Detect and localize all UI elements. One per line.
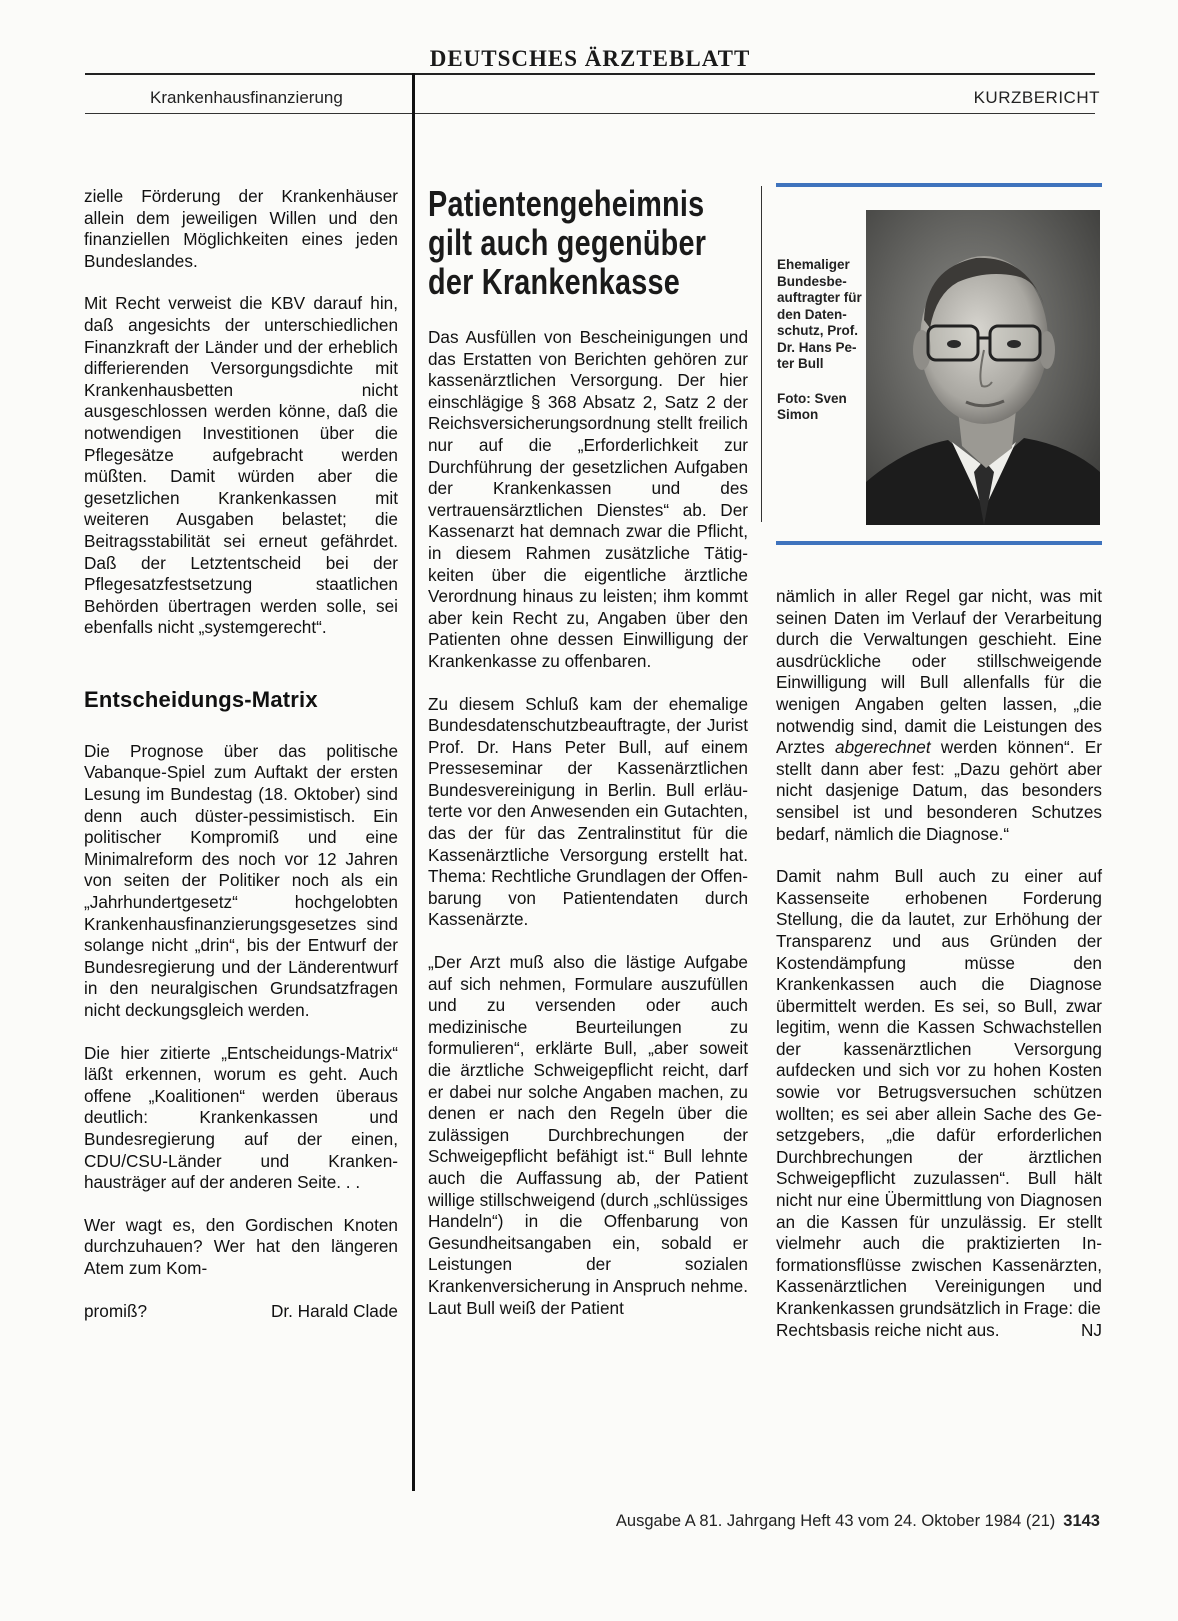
section-label-left: Krankenhausfinanzierung xyxy=(150,88,343,107)
paragraph xyxy=(776,586,1102,845)
italic-text: abgerechnet xyxy=(835,737,931,758)
masthead: DEUTSCHES ÄRZTEBLATT xyxy=(429,46,751,71)
paragraph: zielle Förderung der Krankenhäuser allein dem jeweiligen Willen und den finanziellen Möglichkeiten eines jeden Bundeslandes. xyxy=(84,186,398,271)
signature-line xyxy=(84,1301,398,1323)
page-footer xyxy=(616,1512,1100,1531)
paragraph: Das Ausfüllen von Bescheinigungen und das Erstatten von Berichten gehören zur kassenärztlichen Versorgung. Der hier einschlägige § 368 Absatz 2, Satz 2 der Reichsversicherungsordnung stellt freilich nur auf die „Erforderlichkeit zur Durchführung der gesetzlichen Aufgaben der Krankenkassen und des vertrauensärztlichen Dienstes“ ab. Der Kassenarzt hat demnach zwar die Pflicht, in diesem Rahmen zusätzliche Tätigkeiten über die eigentliche ärztliche Verordnung hinaus zu leisten; ihm kommt aber kein Recht zu, Angaben über den Patienten ohne dessen Einwilligung der Krankenkasse zu offenbaren. xyxy=(428,327,748,671)
article-headline: Patientengeheimnis gilt auch gegenüber der Krankenkasse xyxy=(428,183,707,302)
masthead-rule xyxy=(85,73,1095,75)
portrait-photo xyxy=(866,210,1100,525)
text-run: nämlich in aller Regel gar nicht, was mit seinen Daten im Verlauf der Verarbeitung durch die Verwaltungen geschieht. Eine ausdrückliche oder stillschweigende Einwilligung will Bull allenfalls für die wenigen Angaben gelten lassen, „die notwendig sind, damit die Leistungen des Arztes xyxy=(776,586,1102,758)
column-right xyxy=(776,586,1102,1341)
column-divider xyxy=(412,73,415,1491)
author-initials: NJ xyxy=(1080,1319,1102,1340)
article-body xyxy=(428,327,748,1319)
paragraph: Die Prognose über das politische Vabanque-Spiel zum Auftakt der ersten Lesung im Bundestag (18. Oktober) sind denn auch düster-pessimistisch. Ein politischer Kompromiß und eine Minimalreform des noch vor 12 Jahren von seiten der Politiker noch als ein „Jahrhundertgesetz“ hochgelobten Krankenhausfinanzierungsgesetzes sind solange nicht „drin“, bis der Entwurf der Bundesregierung und der Länderentwurf in den neuralgischen Grundsatzfragen nicht deckungsgleich werden. xyxy=(84,740,398,1020)
photo-caption xyxy=(777,257,869,424)
paragraph: Damit nahm Bull auch zu einer auf Kassenseite erhobenen Forderung Stellung, die da lautet, zur Erhöhung der Transparenz und aus Gründen der Kostendämpfung müsse den Krankenkassen auch die Diagnose übermittelt werden. Es sei, so Bull, zwar legitim, wenn die Kassen Schwachstellen der kassenärztlichen Versorgung aufdecken und sich vor zu hohen Kosten sowie vor Betrugsversuchen schützen wollten; es sei aber allein Sache des Gesetzgebers, „die dafür erforderlichen Durchbrechungen der ärztlichen Schweigepflicht zuzulassen“. Bull hält nicht nur eine Übermittlung von Diagnosen an die Kassen für unzulässig. Er stellt vielmehr auch die praktizierten Informationsflüsse zwischen Kassenärzten, Kassenärztlichen Vereinigungen und Krankenkassen grundsätzlich in Frage: die xyxy=(776,866,1102,1318)
text-run: werden können“. Er stellt dann aber fest: „Dazu gehört aber nicht dasjenige Datum, das besonders sensibel ist und besonderen Schutzes bedarf, nämlich die Diagnose.“ xyxy=(776,737,1102,844)
paragraph: Die hier zitierte „Entscheidungs-Matrix“ läßt erkennen, worum es geht. Auch offene „Koalitionen“ werden überaus deutlich: Krankenkassen und Bundesregierung auf der einen, CDU/CSU-Länder und Krankenhausträger auf der anderen Seite. . . xyxy=(84,1042,398,1193)
paragraph: „Der Arzt muß also die lästige Aufgabe auf sich nehmen, Formulare auszufüllen und zu versenden oder auch medizinische Beurteilungen zu formulieren“, erklärte Bull, „aber soweit die ärztliche Schweigepflicht reicht, darf er dabei nur solche Angaben machen, zu denen er nach den Regeln über die zulässigen Durchbrechungen der Schweigepflicht befähigt ist.“ Bull lehnte auch die Auffassung ab, der Patient willige stillschweigend (durch „schlüssiges Handeln“) in die Offenbarung von Gesundheitsangaben ein, sobald er Leistungen der sozialen Krankenversicherung in Anspruch nehme. Laut Bull weiß der Patient xyxy=(428,952,749,1318)
signature-line xyxy=(776,1320,1102,1342)
paragraph: Mit Recht verweist die KBV darauf hin, daß angesichts der unterschiedlichen Finanzkraft der Länder und der erheblich differierenden Versorgungsdichte mit Krankenhausbetten nicht ausgeschlossen werden könne, daß die notwendigen Investitionen über die Pflegesätze aufgebracht werden müßten. Damit würden aber die gesetzlichen Krankenkassen mit weiteren Ausgaben belastet; die Beitragsstabilität sei erneut gefährdet. Daß der Letztentscheid bei der Pflegesatzfestsetzung staatlichen Behörden übertragen werden solle, sei ebenfalls nicht „systemgerecht“. xyxy=(84,293,398,638)
paragraph: Wer wagt es, den Gordischen Knoten durchzuhauen? Wer hat den längeren Atem zum Kom- xyxy=(84,1214,398,1278)
photo-rule-bottom xyxy=(776,541,1102,545)
caption-text: Ehemaliger Bundesbeauftragter für den Datenschutz, Prof. Dr. Hans Peter Bull xyxy=(777,257,862,371)
paragraph: Zu diesem Schluß kam der ehemalige Bundesdatenschutzbeauftragte, der Jurist Prof. Dr. Hans Peter Bull, auf einem Presseseminar der Kassenärztlichen Bundesvereinigung in Berlin. Bull erläuterte vor den Anwesenden ein Gutachten, das der für das Zentralinstitut für die Kassenärztliche Versorgung erstellt hat. Thema: Rechtliche Grundlagen der Offenbarung von Patientendaten durch Kassenärzte. xyxy=(428,693,748,930)
author-byline: Dr. Harald Clade xyxy=(270,1300,398,1321)
photo-rule-top xyxy=(776,183,1102,187)
section-rule xyxy=(85,113,1095,114)
photo-credit: Foto: Sven Simon xyxy=(777,390,847,422)
column-left xyxy=(84,186,398,1322)
page-number: 3143 xyxy=(1063,1512,1100,1530)
last-line: promiß? xyxy=(84,1300,148,1321)
column-middle xyxy=(428,184,748,1319)
caption-divider xyxy=(761,186,762,522)
section-label-right: KURZBERICHT xyxy=(973,88,1100,107)
last-line: Rechtsbasis reiche nicht aus. xyxy=(776,1319,1000,1340)
subheading: Entscheidungs-Matrix xyxy=(84,686,318,712)
issue-info: Ausgabe A 81. Jahrgang Heft 43 vom 24. Oktober 1984 (21) xyxy=(615,1512,1056,1530)
